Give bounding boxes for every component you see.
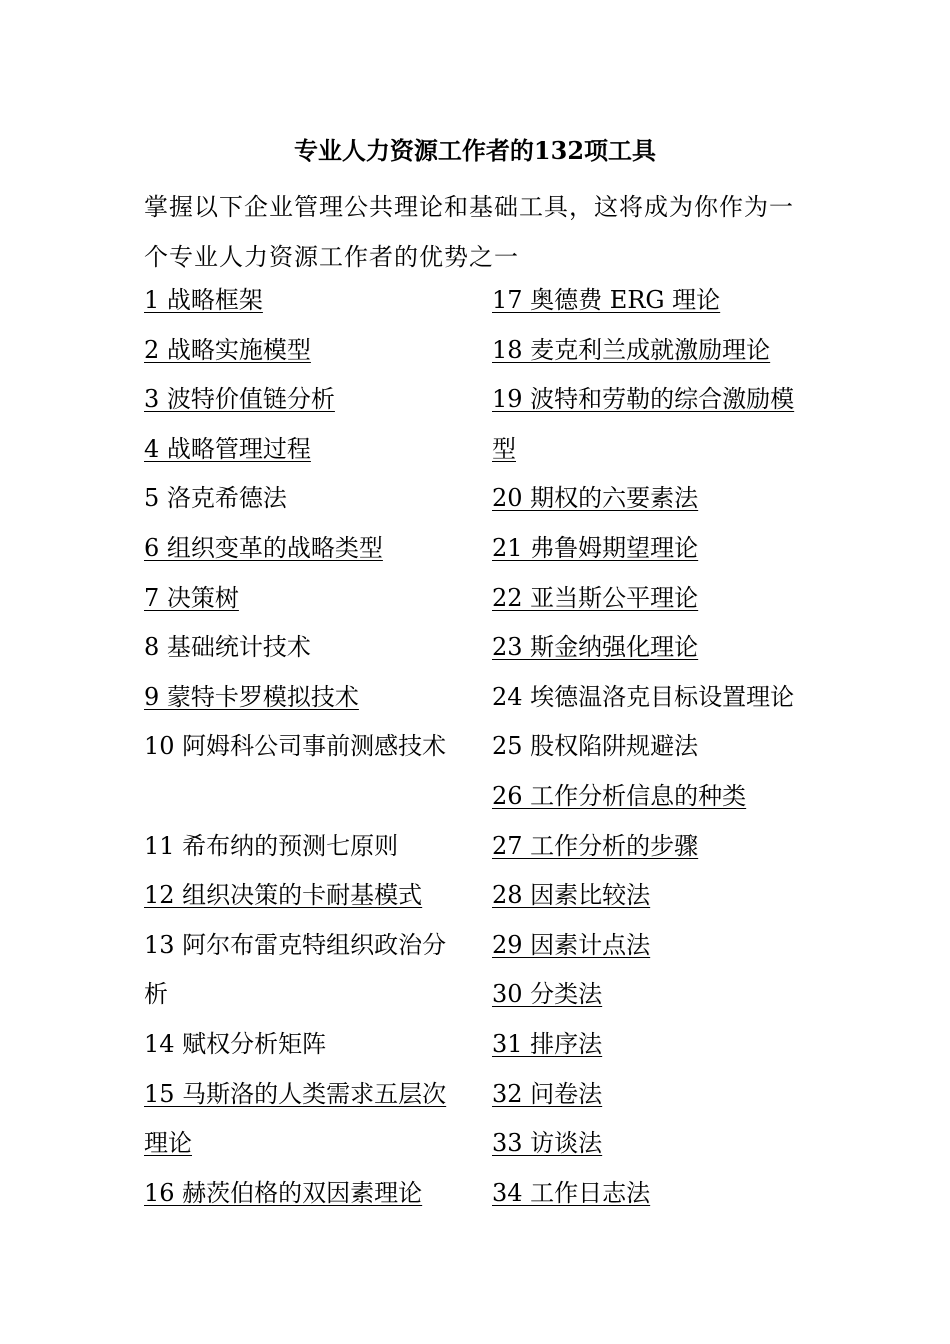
list-item-17: 17 奥德费 ERG 理论 (492, 286, 721, 314)
intro-paragraph: 掌握以下企业管理公共理论和基础工具，这将成为你作为一个专业人力资源工作者的优势之一 (144, 193, 794, 271)
list-item-33: 33 访谈法 (492, 1129, 603, 1158)
list-item-29: 29 因素计点法 (492, 930, 651, 959)
tool-list-right (492, 276, 812, 1218)
list-item-10: 10 阿姆科公司事前测感技术 (144, 732, 447, 761)
list-item-9: 9 蒙特卡罗模拟技术 (144, 682, 359, 711)
list-item-32: 32 问卷法 (492, 1079, 603, 1108)
list-item-27: 27 工作分析的步骤 (492, 831, 699, 860)
list-item-28: 28 因素比较法 (492, 881, 651, 910)
list-item-19: 19 波特和劳勒的综合激励模型 (492, 385, 795, 463)
list-item-14: 14 赋权分析矩阵 (144, 1029, 327, 1058)
list-item-20: 20 期权的六要素法 (492, 484, 699, 513)
list-item-11: 11 希布纳的预测七原则 (144, 831, 399, 860)
list-item-34: 34 工作日志法 (492, 1178, 651, 1207)
list-item-2: 2 战略实施模型 (144, 335, 311, 364)
list-item-25: 25 股权陷阱规避法 (492, 732, 699, 761)
list-item-26: 26 工作分析信息的种类 (492, 781, 747, 810)
list-item-8: 8 基础统计技术 (144, 633, 311, 662)
list-item-22: 22 亚当斯公平理论 (492, 583, 699, 612)
list-item-12: 12 组织决策的卡耐基模式 (144, 881, 423, 910)
list-item-23: 23 斯金纳强化理论 (492, 633, 699, 662)
list-item-6: 6 组织变革的战略类型 (144, 533, 383, 562)
list-item-21: 21 弗鲁姆期望理论 (492, 533, 699, 562)
tool-list-left (144, 276, 464, 1218)
spacer (144, 772, 464, 822)
list-item-5: 5 洛克希德法 (144, 484, 287, 513)
list-item-15: 15 马斯洛的人类需求五层次理论 (144, 1079, 447, 1158)
list-item-30: 30 分类法 (492, 980, 603, 1009)
list-item-4: 4 战略管理过程 (144, 434, 311, 463)
list-item-31: 31 排序法 (492, 1029, 603, 1058)
list-item-24: 24 埃德温洛克目标设置理论 (492, 682, 795, 711)
list-item-7: 7 决策树 (144, 583, 239, 612)
list-item-16: 16 赫茨伯格的双因素理论 (144, 1178, 423, 1207)
list-item-18: 18 麦克利兰成就激励理论 (492, 335, 771, 364)
list-item-3: 3 波特价值链分析 (144, 385, 335, 414)
document-title: 专业人力资源工作者的132项工具 (293, 136, 657, 165)
list-item-13: 13 阿尔布雷克特组织政治分析 (144, 930, 447, 1009)
list-item-1: 1 战略框架 (144, 286, 263, 314)
